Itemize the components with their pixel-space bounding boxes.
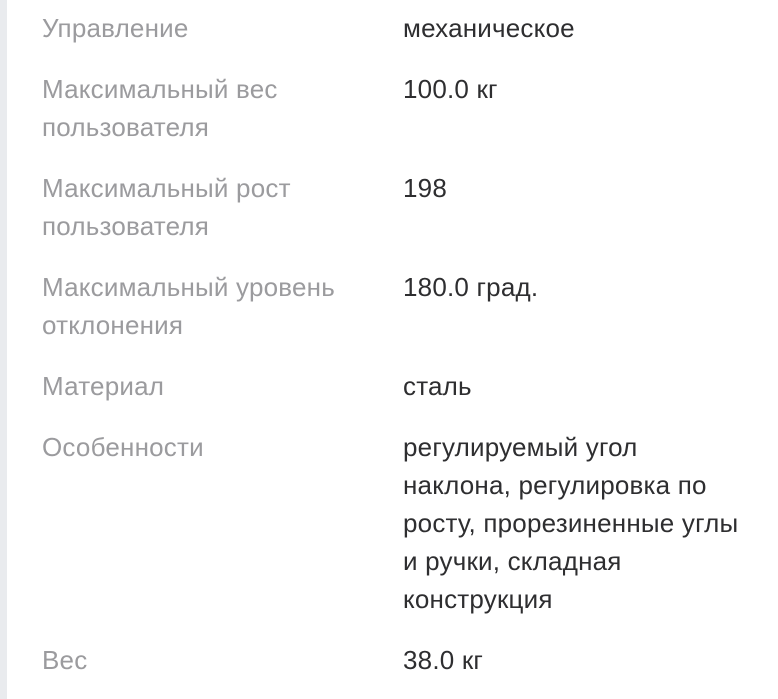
spec-row-control [42, 9, 742, 47]
spec-row-material [42, 367, 742, 405]
spec-value: сталь [403, 371, 472, 401]
spec-row-weight [42, 641, 742, 679]
spec-row-features [42, 428, 742, 618]
spec-row-max-user-weight [42, 70, 742, 146]
spec-label: Вес [42, 645, 88, 675]
spec-value: регулируемый угол наклона, регулировка по росту, прорезиненные углы и ручки, складная конструкция [403, 432, 739, 614]
spec-value: 38.0 кг [403, 645, 484, 675]
spec-label: Максимальный вес пользователя [42, 74, 278, 142]
spec-value: 198 [403, 173, 447, 203]
spec-label: Материал [42, 371, 165, 401]
spec-label: Максимальный уровень отклонения [42, 272, 335, 340]
spec-row-max-user-height [42, 169, 742, 245]
spec-value: 180.0 град. [403, 272, 539, 302]
spec-row-max-incline-level [42, 268, 742, 344]
spec-label: Особенности [42, 432, 204, 462]
spec-value: механическое [403, 13, 575, 43]
spec-label: Максимальный рост пользователя [42, 173, 291, 241]
spec-value: 100.0 кг [403, 74, 498, 104]
spec-label: Управление [42, 13, 189, 43]
screen-edge-strip [0, 0, 7, 699]
